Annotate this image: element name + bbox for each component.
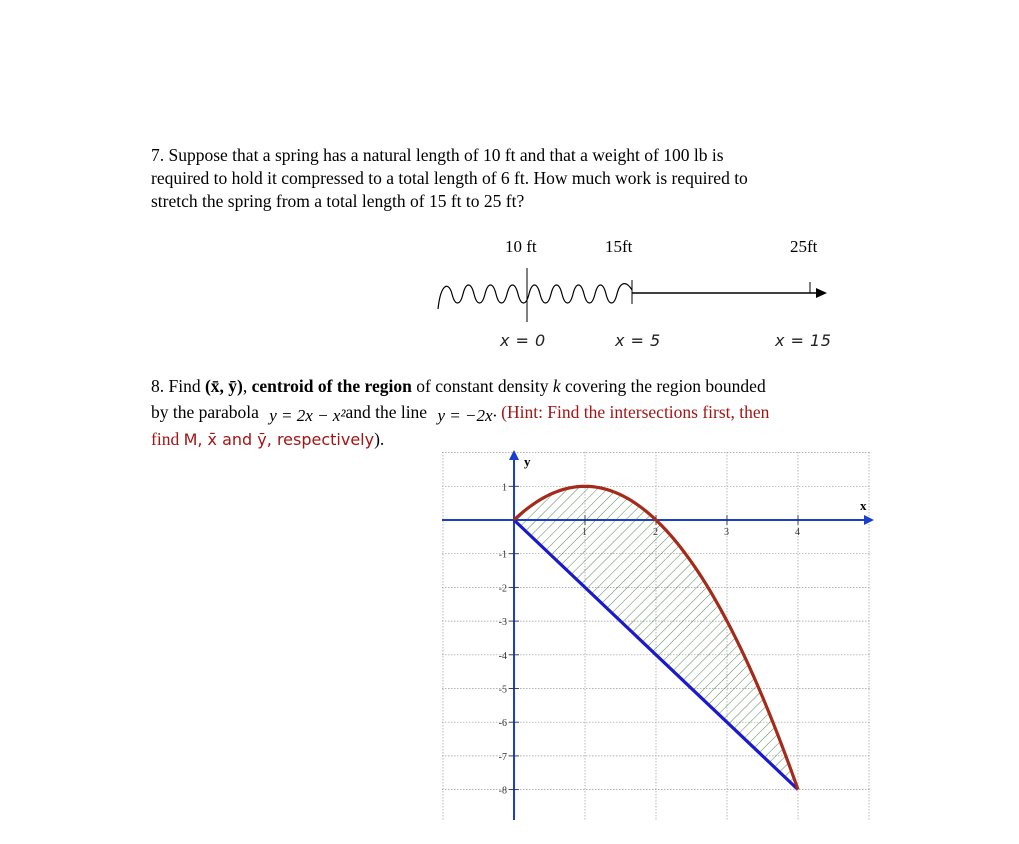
arrow-head	[816, 288, 827, 298]
problem-7	[151, 144, 748, 213]
y-axis-arrow	[509, 450, 519, 460]
y-tick-label: -4	[498, 650, 507, 662]
problem-7-line-1: 7. Suppose that a spring has a natural length of 10 ft and that a weight of 100 lb is	[151, 145, 724, 165]
y-tick-label: -1	[498, 549, 507, 561]
label-x-5: x = 5	[615, 331, 661, 350]
y-tick-label: -8	[498, 785, 507, 797]
line-equation: y = −2x·	[437, 406, 497, 425]
region-graph	[430, 448, 880, 828]
x-tick-label: 3	[724, 527, 729, 538]
problem-8-line-1	[151, 375, 766, 398]
y-axis-label: y	[524, 454, 531, 469]
problem-8-comma: ,	[242, 376, 252, 396]
after-bold: of constant density	[411, 376, 553, 396]
y-tick-label: -7	[498, 751, 507, 763]
y-tick-label: 1	[502, 482, 507, 494]
closing: ).	[374, 429, 385, 449]
label-x-0: x = 0	[500, 331, 546, 350]
y-tick-label: -6	[498, 718, 507, 730]
hint-part-1: (Hint: Find the intersections first, then	[496, 402, 770, 422]
problem-7-line-2: required to hold it compressed to a total length of 6 ft. How much work is required to	[151, 168, 748, 188]
x-tick-label: 4	[795, 527, 800, 538]
hint-symbols: M, x̄ and ȳ, respectively	[183, 430, 375, 449]
x-tick-label: 1	[582, 527, 587, 538]
spring-diagram	[430, 262, 840, 322]
spring-coil	[438, 284, 632, 309]
density-variable: k	[552, 376, 561, 396]
parabola-equation: y = 2x − x²	[269, 406, 346, 425]
problem-7-line-3: stretch the spring from a total length of 15 ft to 25 ft?	[151, 191, 525, 211]
x-axis-label: x	[860, 498, 867, 513]
line2-mid: and the line	[345, 402, 432, 422]
hint-part-2: find	[151, 429, 184, 449]
bold-phrase: centroid of the region	[251, 376, 412, 396]
y-tick-label: -5	[498, 684, 507, 696]
line2-start: by the parabola	[151, 402, 264, 422]
label-25ft: 25ft	[790, 237, 818, 256]
problem-8-line-3	[151, 428, 384, 451]
centroid-symbol: (x̄, ȳ)	[204, 376, 243, 396]
after-density: covering the region bounded	[560, 376, 766, 396]
y-tick-label: -3	[498, 617, 507, 629]
label-x-15: x = 15	[775, 331, 832, 350]
problem-8-line-2	[151, 401, 769, 424]
label-15ft: 15ft	[605, 237, 633, 256]
y-tick-label: -2	[498, 583, 507, 595]
label-10ft: 10 ft	[505, 237, 537, 256]
problem-8-number: 8. Find	[151, 376, 205, 396]
x-tick-label: 2	[653, 527, 658, 538]
